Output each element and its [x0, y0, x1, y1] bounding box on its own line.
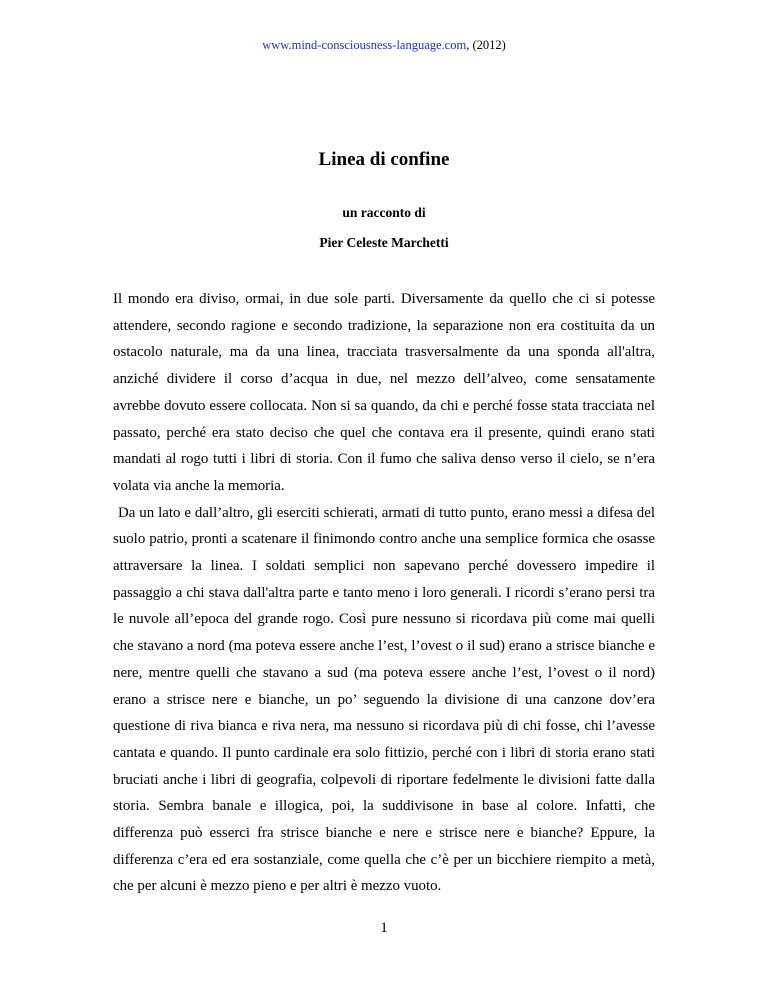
document-subtitle: un racconto di — [342, 205, 426, 220]
document-author: Pier Celeste Marchetti — [319, 235, 449, 250]
paragraph: Il mondo era diviso, ormai, in due sole parti. Diversamente da quello che ci si potesse attendere, secondo ragione e secondo tradizione, la separazione non era costituita da un ostacolo naturale, ma da una linea, tracciata trasversalmente da una sponda all'altra, anziché dividere il corso d’acqua in due, nel mezzo dell’alveo, come sensatamente avrebbe dovuto essere collocata. Non si sa quando, da chi e perché fosse stata tracciata nel passato, perché era stato deciso che quel che contava era il presente, quindi erano stati mandati al rogo tutti i libri di storia. Con il fumo che saliva denso verso il cielo, se n’era volata via anche la memoria. — [113, 291, 655, 494]
page-number: 1 — [380, 920, 388, 936]
page-header — [0, 37, 768, 53]
document-body — [113, 286, 655, 900]
header-year: , (2012) — [466, 38, 506, 52]
website-link[interactable]: www.mind-consciousness-language.com — [262, 38, 467, 52]
document-title: Linea di confine — [318, 149, 450, 170]
paragraph: Da un lato e dall’altro, gli eserciti schierati, armati di tutto punto, erano messi a difesa del suolo patrio, pronti a scatenare il finimondo contro anche una semplice formica che osasse attraversare la linea. I soldati semplici non sapevano perché dovessero impedire il passaggio a chi stava dall'altra parte e tanto meno i loro generali. I ricordi s’erano persi tra le nuvole all’epoca del grande rogo. Così pure nessuno si ricordava più come mai quelli che stavano a nord (ma poteva essere anche l’est, l’ovest o il sud) erano a strisce bianche e nere, mentre quelli che stavano a sud (ma poteva essere anche l’est, l’ovest o il nord) erano a strisce nere e bianche, un po’ seguendo la divisione di una canzone dov’era questione di riva bianca e riva nera, ma nessuno si ricordava più di chi fosse, chi l’avesse cantata e quando. Il punto cardinale era solo fittizio, perché con i libri di storia erano stati bruciati anche i libri di geografia, colpevoli di riportare fedelmente le divisioni fatte dalla storia. Sembra banale e illogica, poi, la suddivisone in base al colore. Infatti, che differenza può esserci fra strisce bianche e nere e strisce nere e bianche? Eppure, la differenza c’era ed era sostanziale, come quella che c’è per un bicchiere riempito a metà, che per alcuni è mezzo pieno e per altri è mezzo vuoto. — [113, 504, 655, 895]
